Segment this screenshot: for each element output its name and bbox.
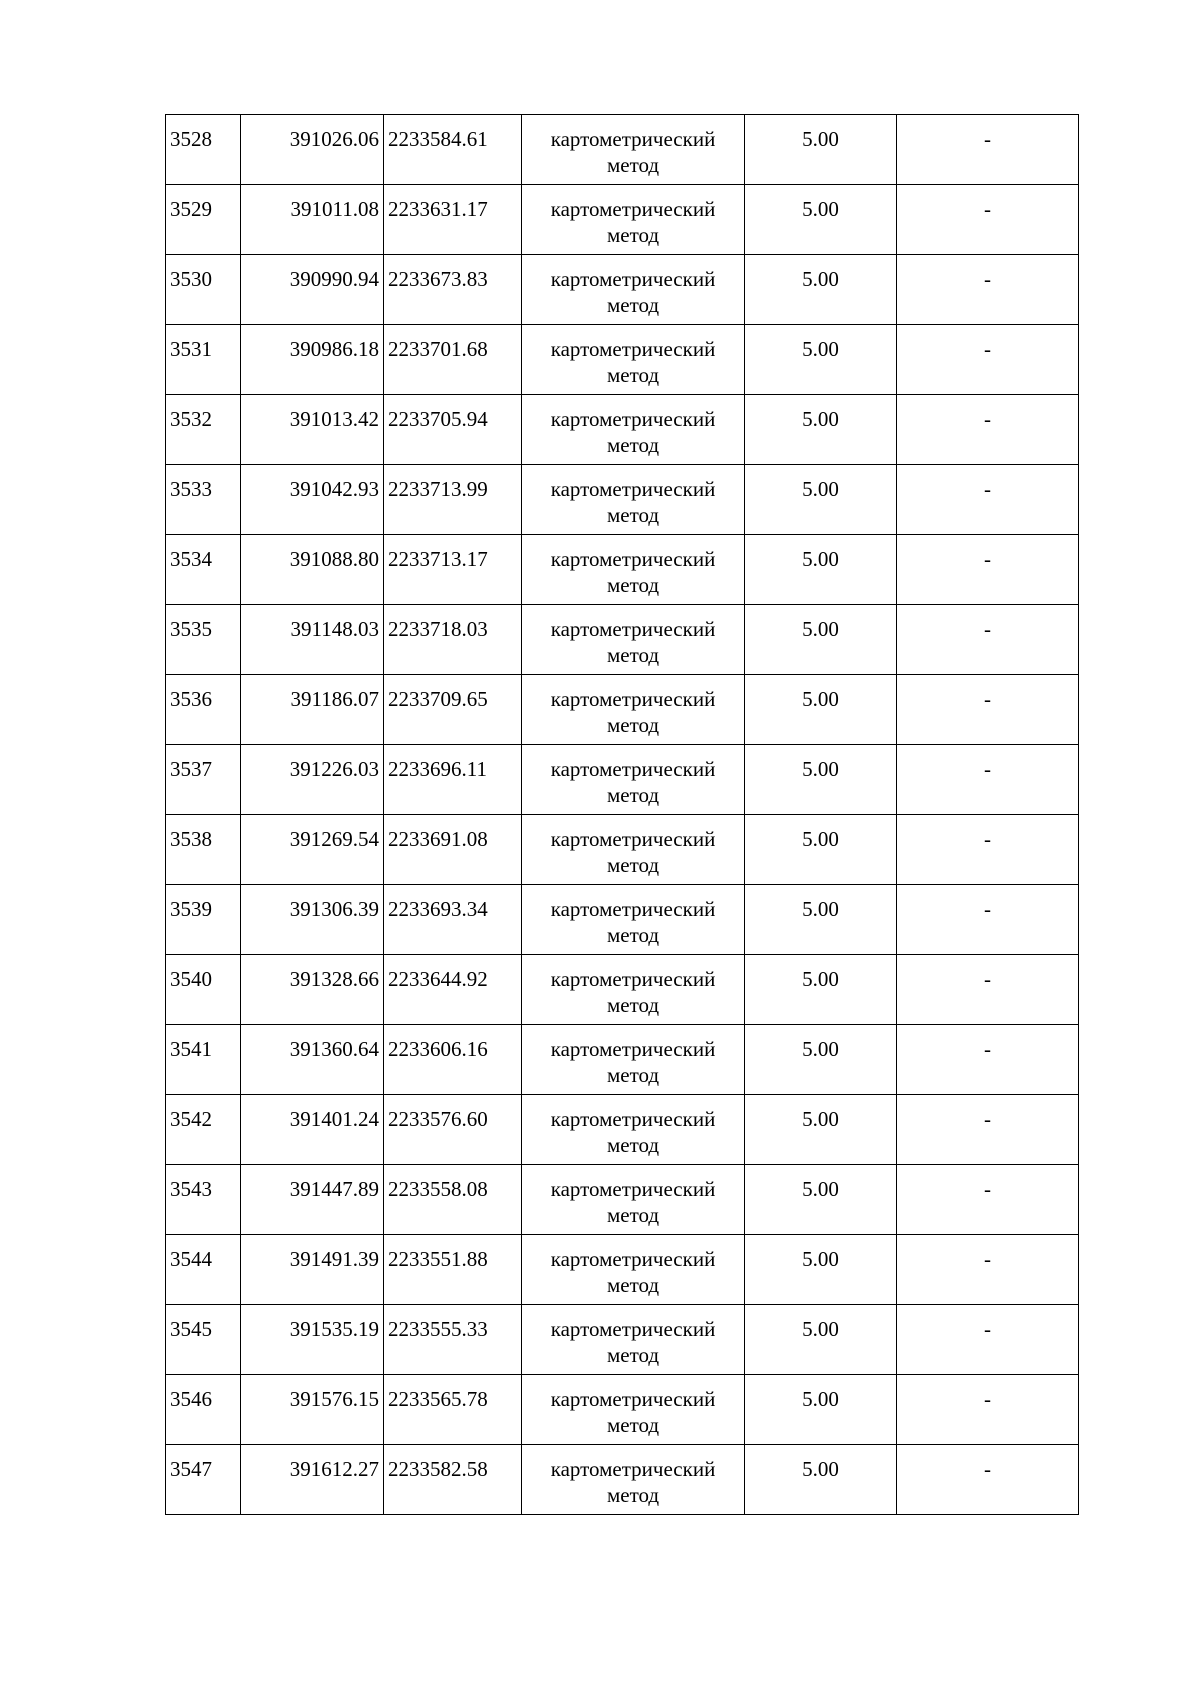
table-row — [166, 325, 1079, 395]
point-number-cell: 3528 — [166, 115, 241, 185]
x-coordinate-cell: 391186.07 — [241, 675, 384, 745]
note-cell: - — [897, 745, 1079, 815]
table-row — [166, 1025, 1079, 1095]
table-row — [166, 115, 1079, 185]
point-number-cell: 3532 — [166, 395, 241, 465]
error-cell: 5.00 — [745, 1235, 897, 1305]
error-cell: 5.00 — [745, 675, 897, 745]
table-row — [166, 815, 1079, 885]
table-row — [166, 535, 1079, 605]
note-cell: - — [897, 1235, 1079, 1305]
error-cell: 5.00 — [745, 1025, 897, 1095]
error-cell: 5.00 — [745, 465, 897, 535]
x-coordinate-cell: 391269.54 — [241, 815, 384, 885]
method-cell: картометрический метод — [522, 325, 745, 395]
x-coordinate-cell: 391328.66 — [241, 955, 384, 1025]
table-row — [166, 1305, 1079, 1375]
x-coordinate-cell: 391011.08 — [241, 185, 384, 255]
method-cell: картометрический метод — [522, 885, 745, 955]
error-cell: 5.00 — [745, 255, 897, 325]
point-number-cell: 3530 — [166, 255, 241, 325]
table-row — [166, 1375, 1079, 1445]
y-coordinate-cell: 2233693.34 — [384, 885, 522, 955]
method-cell: картометрический метод — [522, 675, 745, 745]
method-cell: картометрический метод — [522, 605, 745, 675]
coordinates-table-body — [166, 115, 1079, 1515]
point-number-cell: 3529 — [166, 185, 241, 255]
x-coordinate-cell: 391612.27 — [241, 1445, 384, 1515]
y-coordinate-cell: 2233631.17 — [384, 185, 522, 255]
point-number-cell: 3539 — [166, 885, 241, 955]
x-coordinate-cell: 391013.42 — [241, 395, 384, 465]
y-coordinate-cell: 2233576.60 — [384, 1095, 522, 1165]
y-coordinate-cell: 2233558.08 — [384, 1165, 522, 1235]
table-row — [166, 1165, 1079, 1235]
table-row — [166, 955, 1079, 1025]
table-row — [166, 1095, 1079, 1165]
error-cell: 5.00 — [745, 1445, 897, 1515]
error-cell: 5.00 — [745, 395, 897, 465]
error-cell: 5.00 — [745, 955, 897, 1025]
y-coordinate-cell: 2233606.16 — [384, 1025, 522, 1095]
x-coordinate-cell: 391535.19 — [241, 1305, 384, 1375]
note-cell: - — [897, 465, 1079, 535]
x-coordinate-cell: 391026.06 — [241, 115, 384, 185]
note-cell: - — [897, 1445, 1079, 1515]
table-row — [166, 255, 1079, 325]
method-cell: картометрический метод — [522, 1095, 745, 1165]
table-row — [166, 885, 1079, 955]
method-cell: картометрический метод — [522, 1305, 745, 1375]
table-row — [166, 395, 1079, 465]
error-cell: 5.00 — [745, 535, 897, 605]
method-cell: картометрический метод — [522, 535, 745, 605]
y-coordinate-cell: 2233705.94 — [384, 395, 522, 465]
table-row — [166, 1235, 1079, 1305]
note-cell: - — [897, 885, 1079, 955]
x-coordinate-cell: 391226.03 — [241, 745, 384, 815]
y-coordinate-cell: 2233555.33 — [384, 1305, 522, 1375]
table-row — [166, 1445, 1079, 1515]
method-cell: картометрический метод — [522, 395, 745, 465]
error-cell: 5.00 — [745, 325, 897, 395]
x-coordinate-cell: 391576.15 — [241, 1375, 384, 1445]
y-coordinate-cell: 2233713.99 — [384, 465, 522, 535]
y-coordinate-cell: 2233644.92 — [384, 955, 522, 1025]
y-coordinate-cell: 2233691.08 — [384, 815, 522, 885]
y-coordinate-cell: 2233673.83 — [384, 255, 522, 325]
x-coordinate-cell: 391148.03 — [241, 605, 384, 675]
error-cell: 5.00 — [745, 885, 897, 955]
point-number-cell: 3544 — [166, 1235, 241, 1305]
point-number-cell: 3533 — [166, 465, 241, 535]
error-cell: 5.00 — [745, 1095, 897, 1165]
table-row — [166, 465, 1079, 535]
error-cell: 5.00 — [745, 815, 897, 885]
note-cell: - — [897, 1375, 1079, 1445]
note-cell: - — [897, 1165, 1079, 1235]
x-coordinate-cell: 391401.24 — [241, 1095, 384, 1165]
note-cell: - — [897, 1095, 1079, 1165]
note-cell: - — [897, 325, 1079, 395]
note-cell: - — [897, 1305, 1079, 1375]
point-number-cell: 3540 — [166, 955, 241, 1025]
point-number-cell: 3534 — [166, 535, 241, 605]
note-cell: - — [897, 605, 1079, 675]
table-row — [166, 185, 1079, 255]
coordinates-table — [165, 114, 1079, 1515]
y-coordinate-cell: 2233713.17 — [384, 535, 522, 605]
method-cell: картометрический метод — [522, 1445, 745, 1515]
error-cell: 5.00 — [745, 1375, 897, 1445]
y-coordinate-cell: 2233696.11 — [384, 745, 522, 815]
point-number-cell: 3536 — [166, 675, 241, 745]
y-coordinate-cell: 2233701.68 — [384, 325, 522, 395]
note-cell: - — [897, 115, 1079, 185]
y-coordinate-cell: 2233582.58 — [384, 1445, 522, 1515]
point-number-cell: 3546 — [166, 1375, 241, 1445]
method-cell: картометрический метод — [522, 115, 745, 185]
note-cell: - — [897, 535, 1079, 605]
x-coordinate-cell: 391306.39 — [241, 885, 384, 955]
error-cell: 5.00 — [745, 605, 897, 675]
method-cell: картометрический метод — [522, 255, 745, 325]
method-cell: картометрический метод — [522, 1375, 745, 1445]
x-coordinate-cell: 391088.80 — [241, 535, 384, 605]
point-number-cell: 3545 — [166, 1305, 241, 1375]
method-cell: картометрический метод — [522, 1165, 745, 1235]
table-row — [166, 605, 1079, 675]
y-coordinate-cell: 2233551.88 — [384, 1235, 522, 1305]
point-number-cell: 3537 — [166, 745, 241, 815]
point-number-cell: 3547 — [166, 1445, 241, 1515]
note-cell: - — [897, 955, 1079, 1025]
method-cell: картометрический метод — [522, 745, 745, 815]
note-cell: - — [897, 1025, 1079, 1095]
method-cell: картометрический метод — [522, 815, 745, 885]
error-cell: 5.00 — [745, 1305, 897, 1375]
y-coordinate-cell: 2233718.03 — [384, 605, 522, 675]
x-coordinate-cell: 391042.93 — [241, 465, 384, 535]
y-coordinate-cell: 2233565.78 — [384, 1375, 522, 1445]
y-coordinate-cell: 2233584.61 — [384, 115, 522, 185]
point-number-cell: 3541 — [166, 1025, 241, 1095]
note-cell: - — [897, 395, 1079, 465]
error-cell: 5.00 — [745, 1165, 897, 1235]
note-cell: - — [897, 185, 1079, 255]
method-cell: картометрический метод — [522, 1025, 745, 1095]
x-coordinate-cell: 391447.89 — [241, 1165, 384, 1235]
method-cell: картометрический метод — [522, 1235, 745, 1305]
error-cell: 5.00 — [745, 185, 897, 255]
x-coordinate-cell: 390990.94 — [241, 255, 384, 325]
note-cell: - — [897, 675, 1079, 745]
note-cell: - — [897, 815, 1079, 885]
table-row — [166, 675, 1079, 745]
x-coordinate-cell: 390986.18 — [241, 325, 384, 395]
error-cell: 5.00 — [745, 115, 897, 185]
point-number-cell: 3538 — [166, 815, 241, 885]
x-coordinate-cell: 391360.64 — [241, 1025, 384, 1095]
point-number-cell: 3543 — [166, 1165, 241, 1235]
point-number-cell: 3531 — [166, 325, 241, 395]
point-number-cell: 3542 — [166, 1095, 241, 1165]
y-coordinate-cell: 2233709.65 — [384, 675, 522, 745]
method-cell: картометрический метод — [522, 185, 745, 255]
table-row — [166, 745, 1079, 815]
method-cell: картометрический метод — [522, 465, 745, 535]
error-cell: 5.00 — [745, 745, 897, 815]
x-coordinate-cell: 391491.39 — [241, 1235, 384, 1305]
point-number-cell: 3535 — [166, 605, 241, 675]
note-cell: - — [897, 255, 1079, 325]
method-cell: картометрический метод — [522, 955, 745, 1025]
